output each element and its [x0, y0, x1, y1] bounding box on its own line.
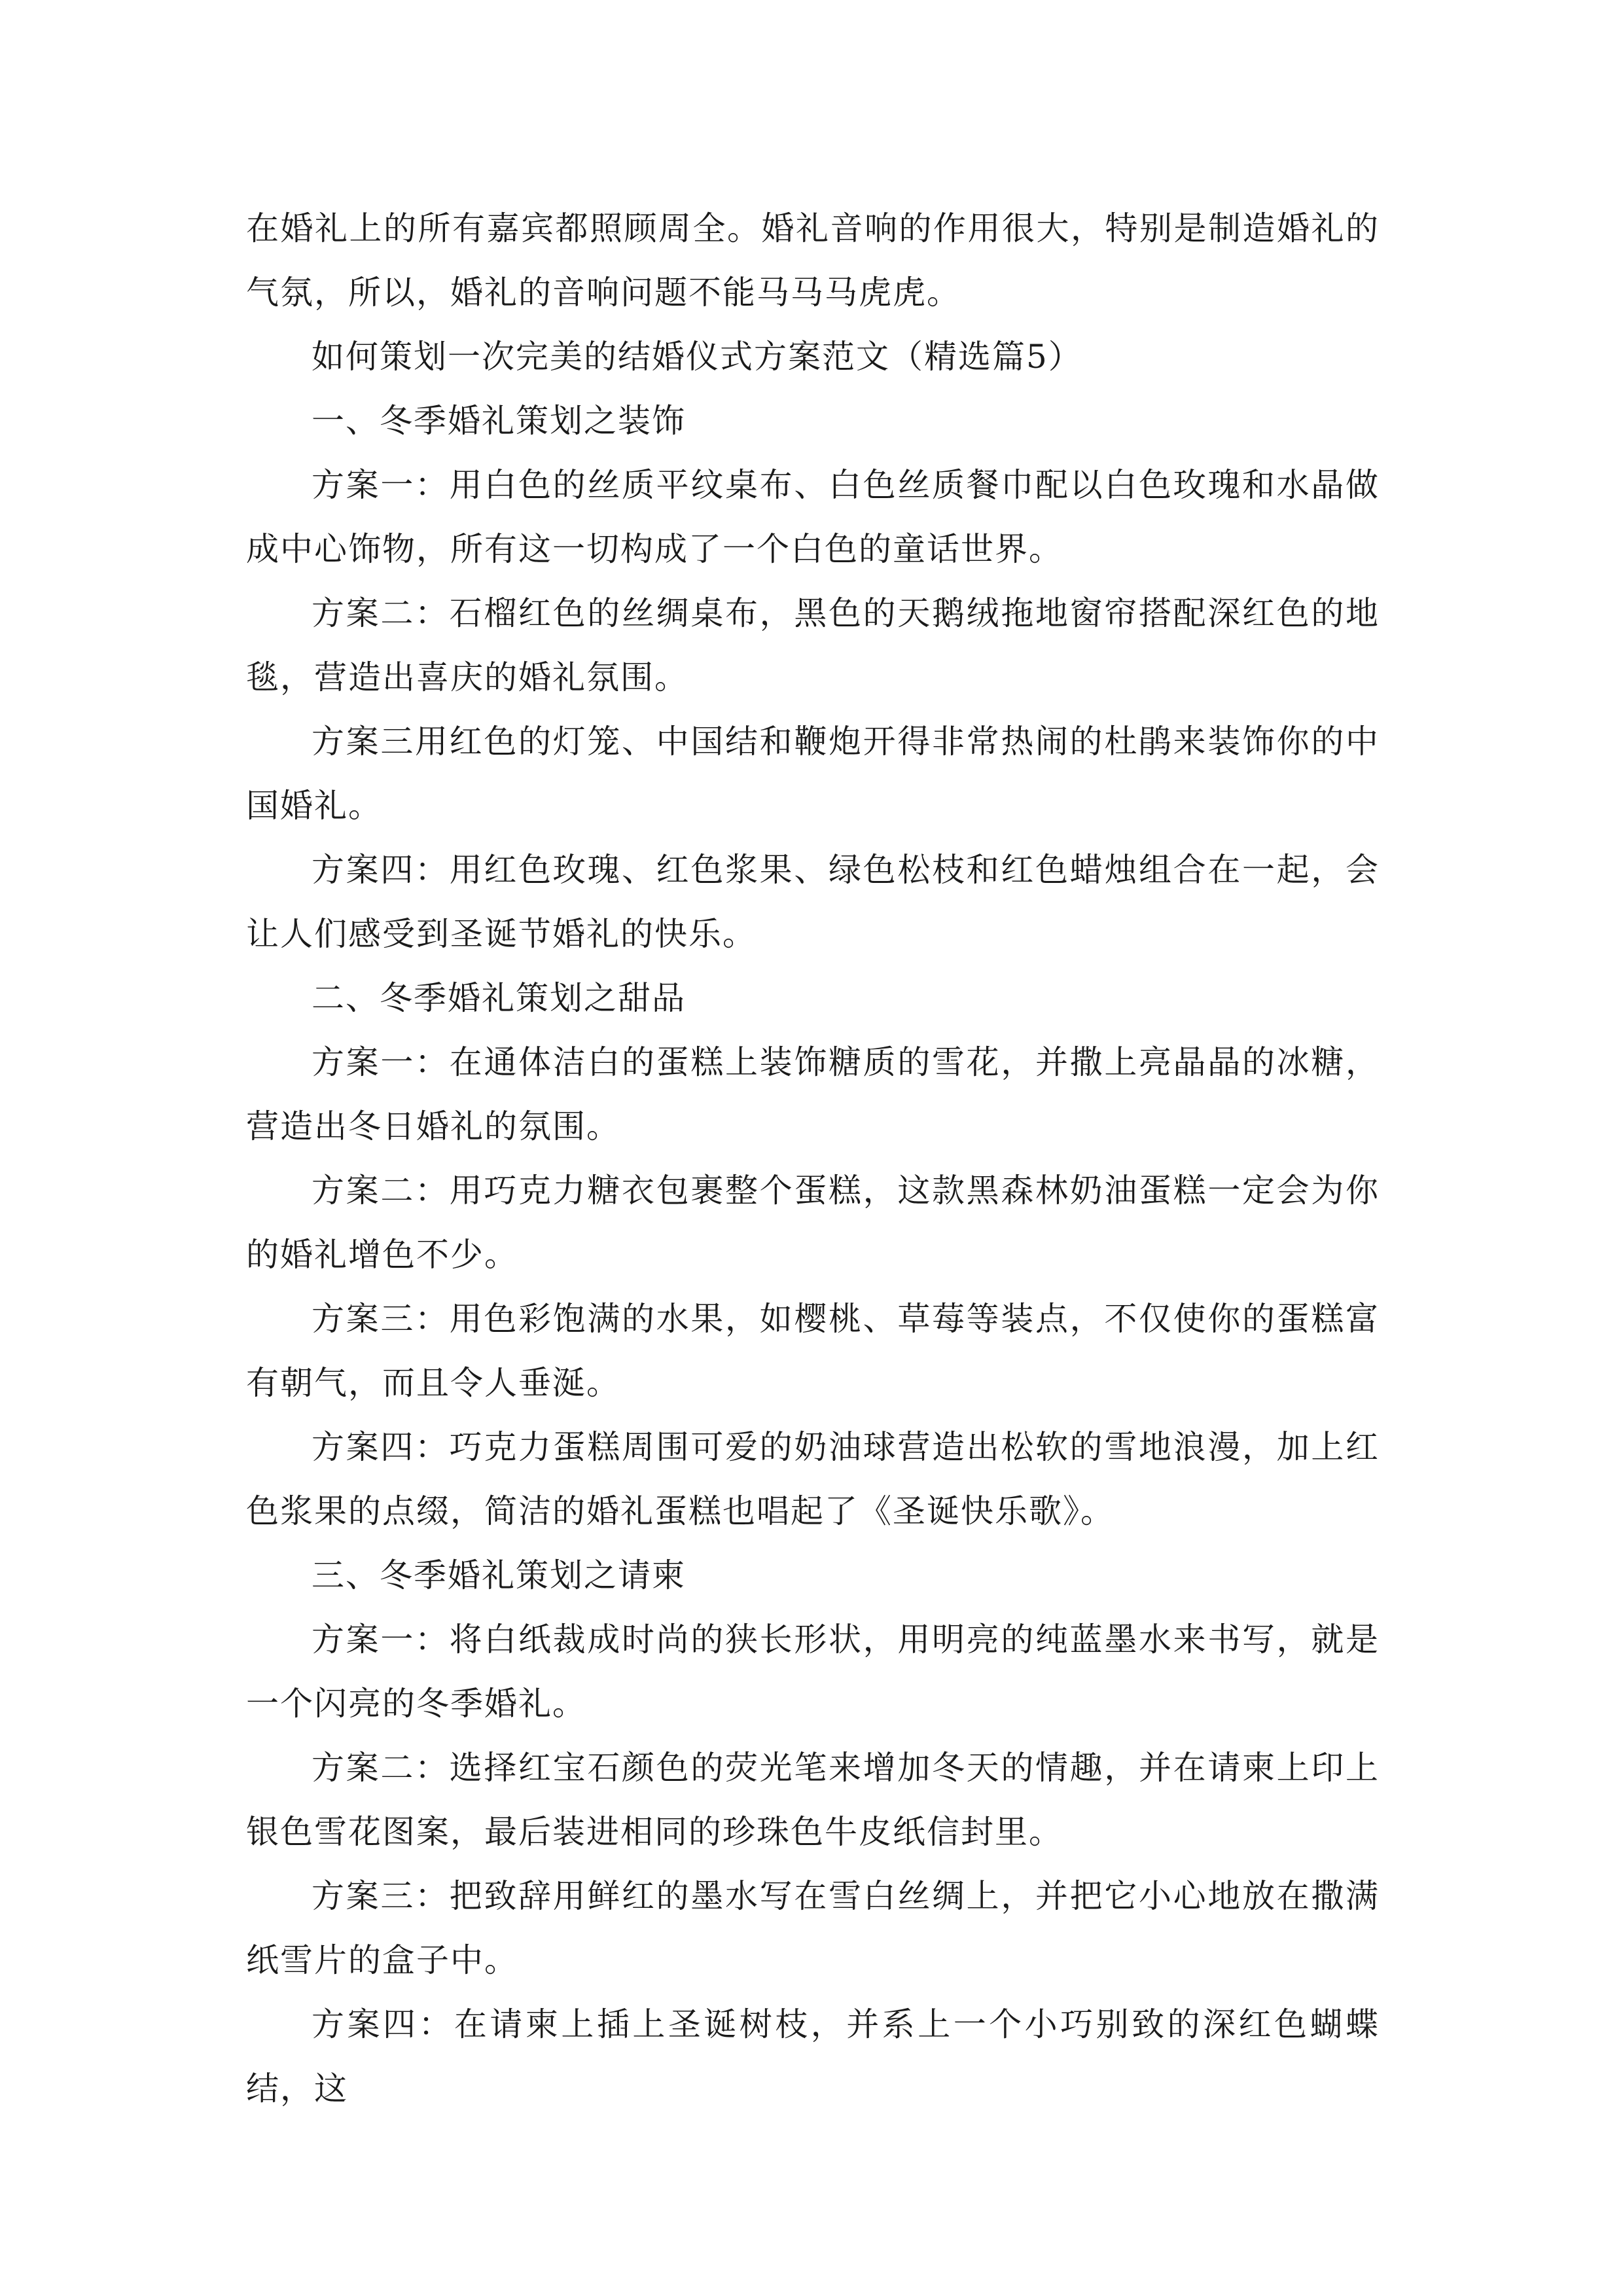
paragraph-dessert-plan-1: 方案一：在通体洁白的蛋糕上装饰糖质的雪花，并撒上亮晶晶的冰糖，营造出冬日婚礼的氛围。 [246, 1043, 1380, 1145]
paragraph-invitation-plan-4: 方案四：在请柬上插上圣诞树枝，并系上一个小巧别致的深红色蝴蝶结，这 [246, 2005, 1380, 2108]
paragraph-invitation-plan-3: 方案三：把致辞用鲜红的墨水写在雪白丝绸上，并把它小心地放在撒满纸雪片的盒子中。 [246, 1877, 1380, 1979]
paragraph-decoration-plan-4: 方案四：用红色玫瑰、红色浆果、绿色松枝和红色蜡烛组合在一起，会让人们感受到圣诞节婚礼的快乐。 [246, 851, 1380, 953]
section-title: 如何策划一次完美的结婚仪式方案范文（精选篇5） [312, 338, 1082, 376]
heading-dessert: 二、冬季婚礼策划之甜品 [312, 979, 686, 1017]
paragraph-invitation-plan-2: 方案二：选择红宝石颜色的荧光笔来增加冬天的情趣，并在请柬上印上银色雪花图案，最后装进相同的珍珠色牛皮纸信封里。 [246, 1749, 1380, 1851]
paragraph-dessert-plan-3: 方案三：用色彩饱满的水果，如樱桃、草莓等装点，不仅使你的蛋糕富有朝气，而且令人垂涎。 [246, 1300, 1380, 1402]
paragraph-dessert-plan-4: 方案四：巧克力蛋糕周围可爱的奶油球营造出松软的雪地浪漫，加上红色浆果的点缀，简洁的婚礼蛋糕也唱起了《圣诞快乐歌》。 [246, 1428, 1380, 1530]
heading-decoration: 一、冬季婚礼策划之装饰 [312, 402, 686, 440]
heading-invitation: 三、冬季婚礼策划之请柬 [312, 1556, 686, 1594]
paragraph-decoration-plan-1: 方案一：用白色的丝质平纹桌布、白色丝质餐巾配以白色玫瑰和水晶做成中心饰物，所有这一切构成了一个白色的童话世界。 [246, 466, 1380, 568]
document-body [246, 196, 1380, 2121]
paragraph-decoration-plan-3: 方案三用红色的灯笼、中国结和鞭炮开得非常热闹的杜鹃来装饰你的中国婚礼。 [246, 723, 1380, 825]
paragraph-dessert-plan-2: 方案二：用巧克力糖衣包裹整个蛋糕，这款黑森林奶油蛋糕一定会为你的婚礼增色不少。 [246, 1172, 1380, 1274]
paragraph-decoration-plan-2: 方案二：石榴红色的丝绸桌布，黑色的天鹅绒拖地窗帘搭配深红色的地毯，营造出喜庆的婚礼氛围。 [246, 594, 1380, 696]
paragraph-continuation: 在婚礼上的所有嘉宾都照顾周全。婚礼音响的作用很大，特别是制造婚礼的气氛，所以，婚礼的音响问题不能马马马虎虎。 [246, 209, 1380, 312]
paragraph-invitation-plan-1: 方案一：将白纸裁成时尚的狭长形状，用明亮的纯蓝墨水来书写，就是一个闪亮的冬季婚礼。 [246, 1621, 1380, 1723]
